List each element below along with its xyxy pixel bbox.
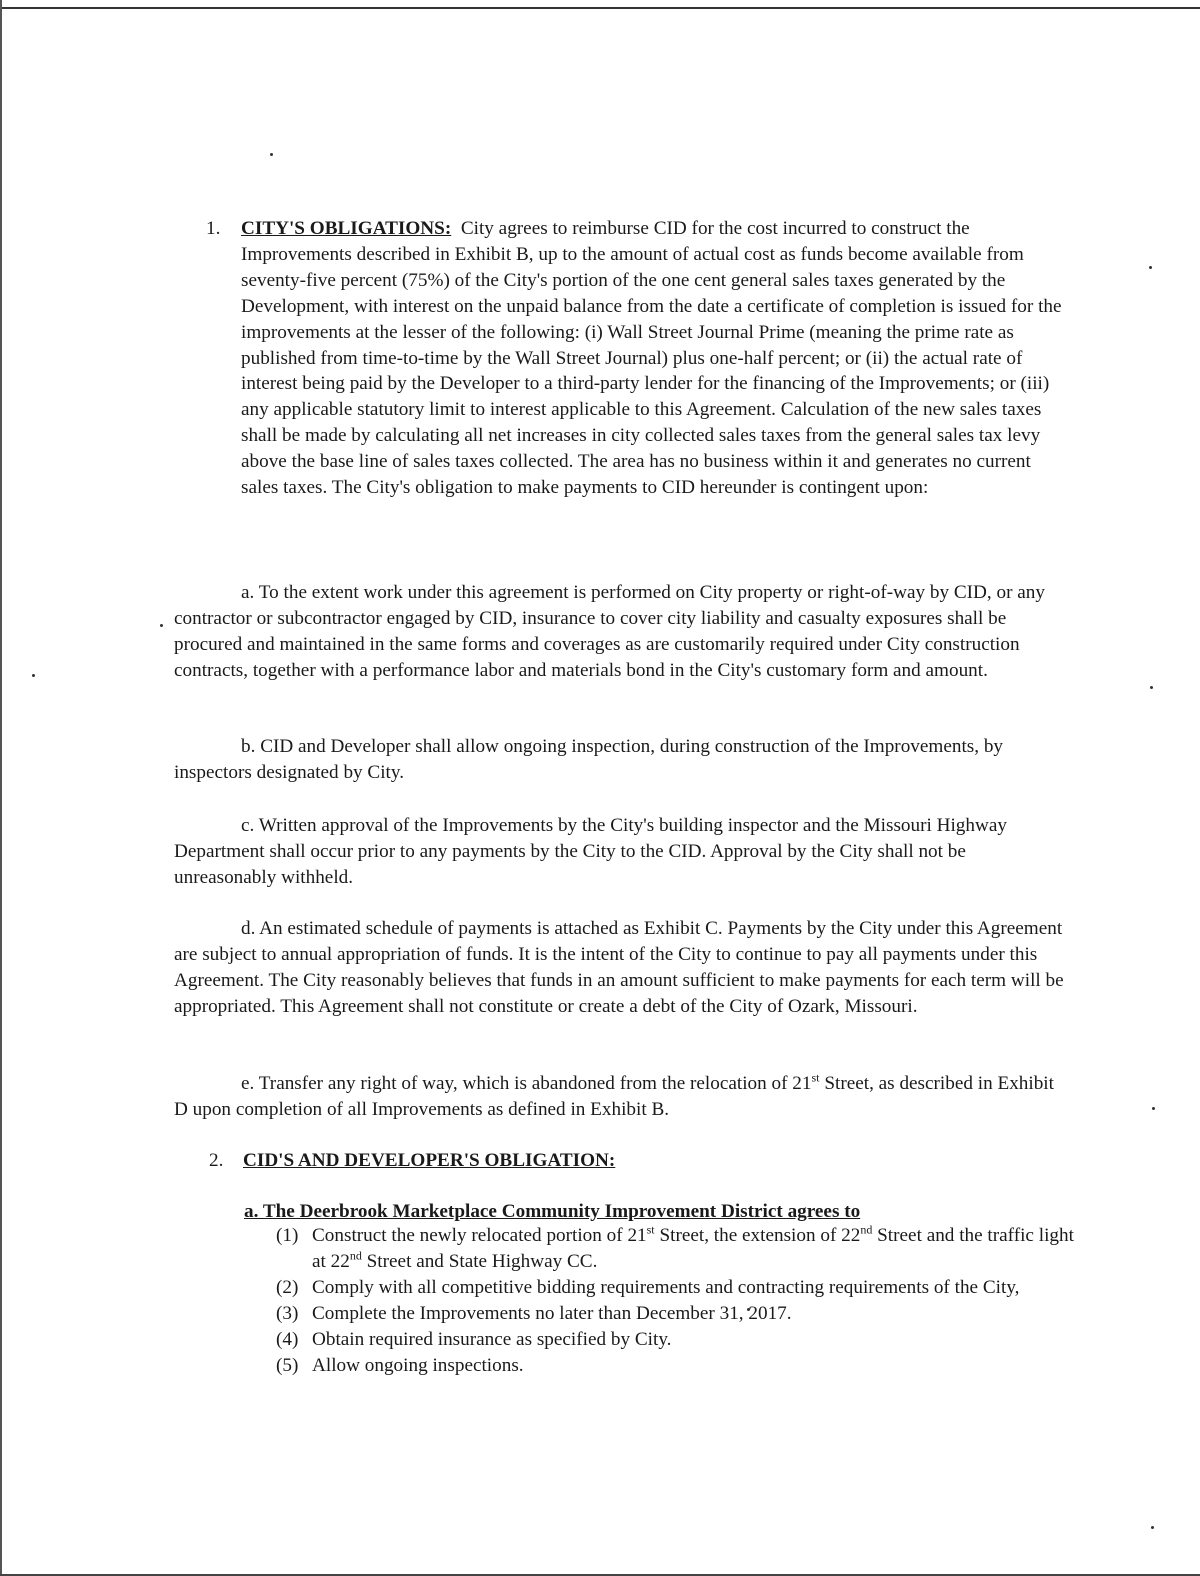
scan-speck bbox=[1152, 1107, 1155, 1110]
scan-speck bbox=[270, 153, 273, 156]
section-1 bbox=[206, 216, 1066, 501]
list-item bbox=[276, 1353, 1076, 1379]
superscript: st bbox=[811, 1070, 820, 1085]
list-item-text: Allow ongoing inspections. bbox=[312, 1355, 524, 1376]
scan-top-edge bbox=[0, 0, 1200, 9]
list-item-text: Complete the Improvements no later than December 31, 2017. bbox=[312, 1303, 792, 1324]
subsection-heading: a. The Deerbrook Marketplace Community Improvement District agrees to bbox=[244, 1201, 861, 1222]
list-item-text: Obtain required insurance as specified by City. bbox=[312, 1329, 672, 1350]
section-heading: CITY'S OBLIGATIONS: bbox=[241, 218, 452, 239]
list-item-text: Street and State Highway CC. bbox=[361, 1251, 598, 1272]
section-number: 1. bbox=[206, 218, 221, 239]
list-item-number: (2) bbox=[276, 1277, 299, 1298]
obligation-list bbox=[276, 1223, 1076, 1379]
condition-e-text-end: Street, as described in Exhibit D upon completion of all Improvements as defined in Exhibit B. bbox=[174, 1073, 1054, 1120]
list-item-number: (4) bbox=[276, 1329, 299, 1350]
scan-speck bbox=[32, 674, 35, 677]
list-item-text: Street and the traffic light at 22 bbox=[312, 1225, 1074, 1272]
list-item bbox=[276, 1223, 1076, 1275]
scan-speck bbox=[1149, 266, 1152, 269]
section-number: 2. bbox=[209, 1150, 224, 1171]
scan-speck bbox=[1150, 686, 1153, 689]
list-item-number: (3) bbox=[276, 1303, 299, 1324]
scan-speck bbox=[1151, 1526, 1154, 1529]
list-item bbox=[276, 1327, 1076, 1353]
list-item-number: (1) bbox=[276, 1225, 299, 1246]
scan-speck bbox=[160, 624, 163, 627]
superscript: nd bbox=[349, 1248, 362, 1263]
list-item bbox=[276, 1301, 1076, 1327]
list-item-text: Street, the extension of 22 bbox=[654, 1225, 861, 1246]
condition-d: d. An estimated schedule of payments is attached as Exhibit C. Payments by the City under this Agreement are subject to annual appropriation of funds. It is the intent of the City to continue to pay all payments under this Agreement. The City reasonably believes that funds in an amount sufficient to make payments for each term will be appropriated. This Agreement shall not constitute or create a debt of the City of Ozark, Missouri. bbox=[174, 918, 1064, 1017]
condition-c: c. Written approval of the Improvements by the City's building inspector and the Missouri Highway Department shall occur prior to any payments by the City to the CID. Approval by the City shall not be unreasonably withheld. bbox=[174, 815, 1007, 888]
list-item-number: (5) bbox=[276, 1355, 299, 1376]
list-item bbox=[276, 1275, 1076, 1301]
section-heading: CID'S AND DEVELOPER'S OBLIGATION: bbox=[243, 1150, 616, 1171]
condition-e-text: e. Transfer any right of way, which is abandoned from the relocation of 21 bbox=[241, 1073, 812, 1094]
section-1-text: City agrees to reimburse CID for the cost incurred to construct the Improvements described in Exhibit B, up to the amount of actual cost as funds become available from seventy-five percent (75%) of the City's portion of the one cent general sales taxes generated by the Development, with interest on the unpaid balance from the date a certificate of completion is issued for the improvements at the lesser of the following: (i) Wall Street Journal Prime (meaning the prime rate as published from time-to-time by the Wall Street Journal) plus one-half percent; or (ii) the actual rate of interest being paid by the Developer to a third-party lender for the financing of the Improvements; or (iii) any applicable statutory limit to interest applicable to this Agreement. Calculation of the new sales taxes shall be made by calculating all net increases in city collected sales taxes from the general sales tax levy above the base line of sales taxes collected. The area has no business within it and generates no current sales taxes. The City's obligation to make payments to CID hereunder is contingent upon: bbox=[241, 218, 1062, 499]
list-item-text: Construct the newly relocated portion of 21 bbox=[312, 1225, 647, 1246]
condition-a: a. To the extent work under this agreement is performed on City property or right-of-way by CID, or any contractor or subcontractor engaged by CID, insurance to cover city liability and casualty exposures shall be procured and maintained in the same forms and coverages as are customarily required under City construction contracts, together with a performance labor and materials bond in the City's customary form and amount. bbox=[174, 582, 1045, 681]
list-item-text: Comply with all competitive bidding requirements and contracting requirements of the City, bbox=[312, 1277, 1020, 1298]
superscript: nd bbox=[860, 1222, 873, 1237]
condition-b: b. CID and Developer shall allow ongoing inspection, during construction of the Improvements, by inspectors designated by City. bbox=[174, 736, 1004, 783]
superscript: st bbox=[646, 1222, 655, 1237]
scan-left-edge bbox=[0, 0, 2, 1576]
section-2 bbox=[209, 1148, 615, 1174]
section-1-body bbox=[241, 216, 1066, 501]
condition-e bbox=[174, 1071, 1069, 1123]
